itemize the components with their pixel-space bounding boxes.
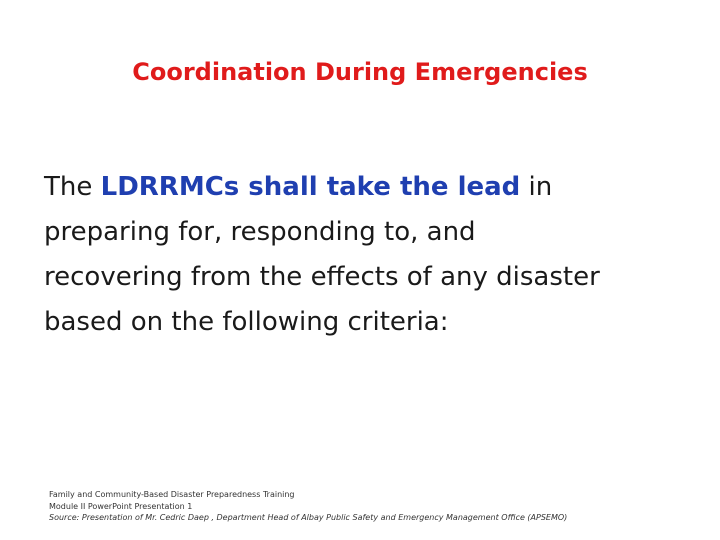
body-line-1 (44, 165, 684, 210)
body-highlight: LDRRMCs shall take the lead (100, 172, 521, 202)
footer-training-title: Family and Community-Based Disaster Preparedness Training (49, 490, 295, 499)
footer (49, 489, 709, 524)
body-line-3: recovering from the effects of any disaster (44, 262, 600, 292)
footer-source: Source: Presentation of Mr. Cedric Daep , Department Head of Albay Public Safety and Emergency Management Office (APSEMO) (49, 513, 568, 522)
body-lead-text: The (44, 172, 101, 202)
slide-title: Coordination During Emergencies (132, 58, 588, 86)
body-line-4: based on the following criteria: (44, 307, 449, 337)
body-paragraph (44, 165, 684, 345)
footer-module-label: Module II PowerPoint Presentation 1 (49, 501, 193, 511)
body-line-2: preparing for, responding to, and (44, 217, 476, 247)
body-after-highlight: in (520, 172, 553, 202)
